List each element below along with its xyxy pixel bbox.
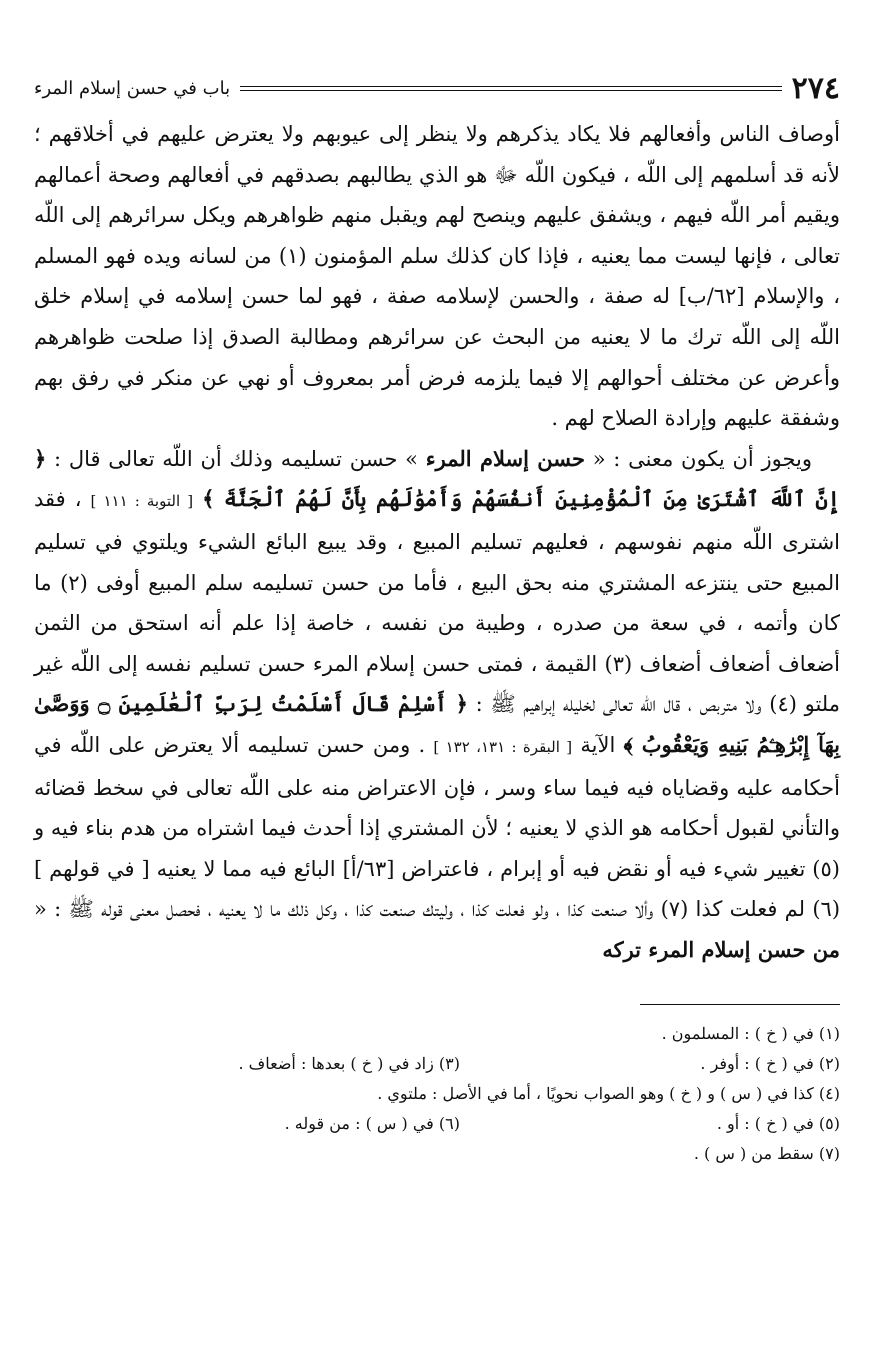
text-segment: الآية (572, 732, 624, 757)
footnote-5: (٥) في ( خ ) : أو . (716, 1114, 840, 1134)
page-header (34, 70, 840, 106)
paragraph-2 (34, 439, 840, 971)
book-page (34, 70, 840, 1169)
footnote-row (34, 1139, 840, 1169)
verse-citation-1: [ التوبة : ١١١ ] (90, 492, 194, 511)
header-rule (240, 86, 782, 91)
footnote-1: (١) في ( خ ) : المسلمون . (661, 1024, 840, 1044)
text-segment: ويجوز أن يكون معنى : « (584, 446, 812, 471)
main-text (34, 114, 840, 970)
footnotes (34, 1019, 840, 1169)
text-segment: . ومن حسن تسليمه ألا يعترض على اللّه في أحكامه عليه وقضاياه فيه فيما ساء وسر ، فإن الاعتراض منه على اللّه تعالى في سخط قضائه والتأني لقبول أحكامه هو الذي لا يعنيه ؛ لأن المشتري إذا أحدث فيما اشتراه من هدم بناء فيه و (٥) تغيير شيء فيه أو نقض فيه أو إبرام ، فاعتراض [٦٣/أ] البائع فيه مما لا يعنيه [ في قولهم ] (٦) لم فعلت كذا (٧) وألا صنعت كذا ، ولو فعلت كذا ، وليتك صنعت كذا ، وكل ذلك ما لا يعنيه ، فحصل معنى قوله ﷺ : « (34, 732, 841, 922)
footnote-row (34, 1109, 840, 1139)
text-segment: ، فقد اشترى اللّه منهم نفوسهم ، فعليهم تسليم المبيع ، وقد يبيع البائع الشيء ويلتوي في تسليم المبيع حتى ينتزعه المشتري منه بحق البيع ، فأما من حسن تسليمه سلم المبيع أوفى (٢) ما كان وأتمه ، في سعة من صدره ، وطيبة من نفسه ، خاصة إذا علم أنه استحق من الثمن أضعاف أضعاف أضعاف (٣) القيمة ، فمتى حسن إسلام المرء حسن تسليم نفسه إلى اللّه غير ملتو (٤) ولا متربص ، قال اللّه تعالى لخليله إبراهيم ﷺ : (34, 487, 841, 717)
paragraph-1: أوصاف الناس وأفعالهم فلا يكاد يذكرهم ولا ينظر إلى عيوبهم ولا يعترض عليهم في أخلاقهم ؛ لأنه قد أسلمهم إلى اللّه ، فيكون اللّه ﷻ هو الذي يطالبهم بصدقهم في أفعالهم وصحة أعمالهم ويقيم أمر اللّه فيهم ، ويشفق عليهم وينصح لهم ويقبل منهم ظواهرهم ويكل سرائرهم إلى اللّه تعالى ، فإنها ليست مما يعنيه ، فإذا كان كذلك سلم المؤمنون (١) من لسانه ويده فهو المسلم ، والإسلام [٦٢/ب] له صفة ، والحسن لإسلامه صفة ، فهو لما حسن إسلامه في إسلام خلق اللّه إلى اللّه ترك ما لا يعنيه من البحث عن سرائرهم ومطالبة الصدق إذا صلحت ظواهرهم وأعرض عن مختلف أحوالهم إلا فيما يلزمه فرض أمر بمعروف أو نهي عن منكر في رفق بهم وشفقة عليهم وإرادة الصلاح لهم . (34, 122, 840, 431)
footnote-4: (٤) كذا في ( س ) و ( خ ) وهو الصواب نحويًا ، أما في الأصل : ملتوي . (377, 1084, 840, 1104)
quran-verse-2: ﴿ أَسْلِمْ قَالَ أَسْلَمْتُ لِرَبِّ ٱلْعَٰلَمِينَ ۝ وَوَصَّىٰ بِهَآ إِبْرَٰهِـۧمُ بَنِيهِ وَيَعْقُوبُ ﴾ (34, 691, 841, 757)
footnote-divider (640, 1004, 840, 1005)
text-segment: » حسن تسليمه وذلك أن اللّه تعالى قال : (46, 446, 426, 471)
quran-verse-1: ﴿ إِنَّ ٱللَّهَ ٱشْتَرَىٰ مِنَ ٱلْمُؤْمِنِينَ أَنفُسَهُمْ وَأَمْوَٰلَهُم بِأَنَّ لَهُمُ ٱلْجَنَّةَ ﴾ (34, 445, 840, 512)
footnote-row (34, 1019, 840, 1049)
footnote-3: (٣) زاد في ( خ ) بعدها : أضعاف . (238, 1054, 460, 1074)
verse-citation-2: [ البقرة : ١٣١، ١٣٢ ] (433, 737, 573, 756)
footnote-row (34, 1049, 840, 1079)
page-number: ٢٧٤ (791, 70, 840, 106)
footnote-2: (٢) في ( خ ) : أوفر . (700, 1054, 840, 1074)
footnote-6: (٦) في ( س ) : من قوله . (284, 1114, 460, 1134)
footnote-row (34, 1079, 840, 1109)
hadith-phrase: حسن إسلام المرء (425, 445, 585, 471)
footnote-7: (٧) سقط من ( س ) . (693, 1144, 840, 1164)
hadith-quote: من حسن إسلام المرء تركه (602, 936, 840, 962)
running-title: باب في حسن إسلام المرء (34, 77, 231, 99)
